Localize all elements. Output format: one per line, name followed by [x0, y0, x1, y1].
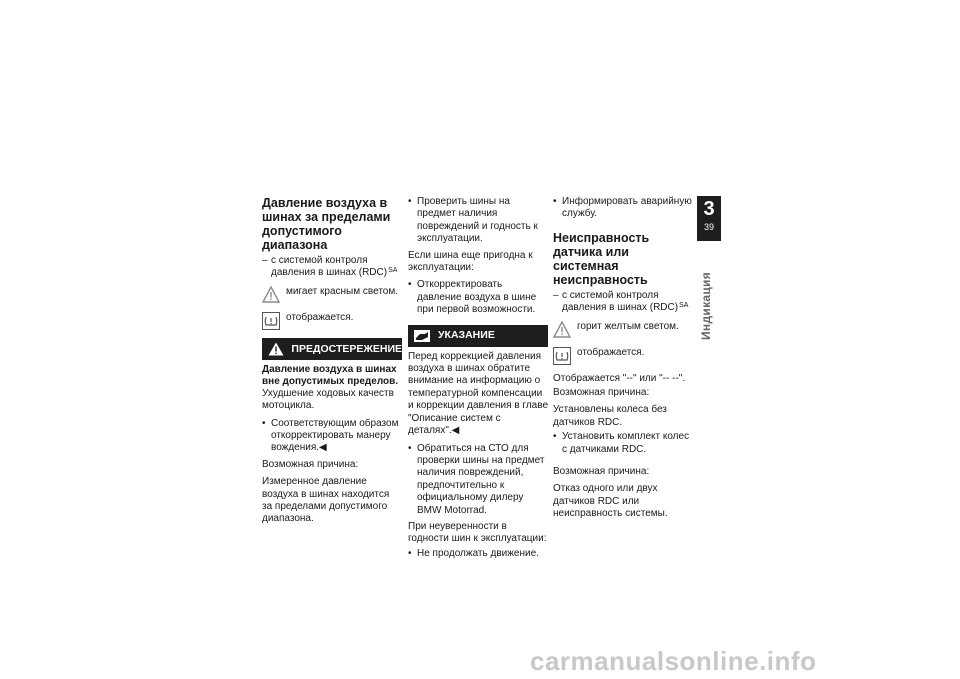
tire-pressure-icon: [553, 347, 571, 365]
icon-description: отображается.: [577, 346, 645, 358]
list-item: • Установить комплект колес с датчиками RDC.: [553, 431, 693, 456]
icon-description: отображается.: [286, 311, 354, 323]
cause-label: Возможная причина:: [553, 387, 650, 399]
note-text: Перед коррекцией давления воздуха в шинах обратите внимание на информацию о температурной компенсации и коррекции давления в главе "Описание систем с деталях".◀: [408, 350, 549, 437]
cause-text: Установлены колеса без датчиков RDC.: [553, 404, 667, 428]
rdc-condition: – с системой контроля давления в шинах (RDC)$^{SA}$: [553, 290, 693, 315]
tire-pressure-icon: [262, 312, 280, 330]
watermark: carmanualsonline.info: [530, 646, 817, 676]
warning-triangle-icon: [266, 341, 285, 357]
chapter-tab: [697, 196, 721, 241]
icon-row-tire: [262, 312, 402, 330]
note-label: УКАЗАНИЕ: [438, 329, 495, 342]
icon-row-warning: [553, 321, 693, 339]
rdc-condition: – с системой контроля давления в шинах (RDC)$^{SA}$: [262, 255, 402, 280]
column-2: [408, 196, 548, 564]
note-banner: [408, 325, 548, 347]
list-item: • Обратиться на СТО для проверки шины на предмет наличия повреждений, предпочтительно к официальному дилеру BMW Motorrad.: [408, 443, 548, 517]
warning-banner: [262, 338, 402, 360]
section-heading: Неисправность датчика или системная неисправность: [553, 230, 650, 287]
icon-description: горит желтым светом.: [577, 320, 679, 332]
list-item: • Соответствующим образом откорректировать манеру вождения.◀: [262, 418, 402, 455]
list-item: • Проверить шины на предмет наличия повреждений и годность к эксплуатации.: [408, 196, 548, 246]
note-hand-icon: [412, 328, 432, 344]
icon-description: мигает красным светом.: [286, 285, 399, 297]
cause-label: Возможная причина:: [262, 458, 359, 470]
paragraph: Если шина еще пригодна к эксплуатации:: [408, 249, 533, 274]
paragraph: Отображается "--" или "-- --".: [553, 372, 686, 384]
page-number: 39: [703, 222, 714, 232]
cause-text: Измеренное давление воздуха в шинах находится за пределами допустимого диапазона.: [262, 476, 390, 525]
icon-row-tire: [553, 347, 693, 365]
warning-triangle-icon: [553, 321, 571, 339]
paragraph: При неуверенности в годности шин к эксплуатации:: [408, 520, 547, 545]
icon-row-warning: [262, 286, 402, 304]
section-heading: Давление воздуха в шинах за пределами допустимого диапазона: [262, 196, 391, 252]
warning-text: Ухудшение ходовых качеств мотоцикла.: [262, 387, 394, 412]
chapter-title: Индикация: [699, 271, 713, 340]
list-item: • Откорректировать давление воздуха в шине при первой возможности.: [408, 279, 548, 316]
cause-text: Отказ одного или двух датчиков RDC или неисправность системы.: [553, 483, 668, 520]
warning-triangle-icon: [262, 286, 280, 304]
warning-heading: Давление воздуха в шинах вне допустимых пределов.: [262, 363, 399, 387]
chapter-number: 3: [703, 198, 715, 220]
cause-label: Возможная причина:: [553, 466, 650, 478]
column-3: [553, 196, 693, 526]
list-item: • Не продолжать движение.: [408, 548, 548, 560]
column-1: [262, 196, 402, 531]
warning-label: ПРЕДОСТЕРЕЖЕНИЕ: [291, 342, 402, 355]
list-item: • Информировать аварийную службу.: [553, 196, 693, 221]
